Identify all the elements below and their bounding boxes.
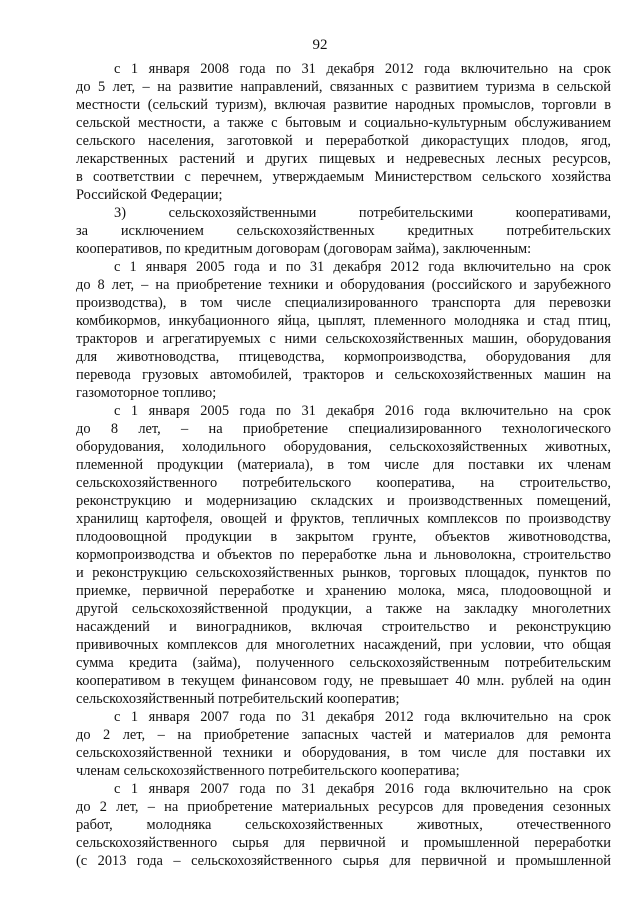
text-line: комбикормов, инкубационного яйца, цыплят, племенного молодняка и стад птиц, bbox=[76, 313, 611, 329]
paragraph bbox=[76, 204, 611, 258]
page-number: 92 bbox=[312, 37, 328, 53]
paragraph bbox=[76, 60, 611, 204]
text-line: сельской местности, а также с бытовым и социально-культурным обслуживанием bbox=[76, 115, 611, 131]
text-line: другой сельскохозяйственной продукции, а также на закладку многолетних bbox=[76, 601, 611, 617]
text-line: прививочных комплексов для многолетних насаждений, при условии, что общая bbox=[76, 637, 611, 653]
text-line: оборудования, холодильного оборудования, сельскохозяйственных животных, bbox=[76, 439, 611, 455]
text-line: с 1 января 2007 года по 31 декабря 2016 года включительно на срок bbox=[114, 781, 611, 797]
text-line: сельского населения, заготовкой и переработкой дикорастущих плодов, ягод, bbox=[76, 133, 611, 149]
text-line: с 1 января 2007 года по 31 декабря 2012 года включительно на срок bbox=[114, 709, 611, 725]
text-line: тракторов и агрегатируемых с ними сельскохозяйственных машин, оборудования bbox=[76, 331, 611, 347]
text-line: племенной продукции (материала), в том числе для поставки их членам bbox=[76, 457, 611, 473]
paragraph bbox=[76, 708, 611, 780]
text-line: работ, молодняка сельскохозяйственных животных, отечественного bbox=[76, 817, 611, 833]
text-line: 3) сельскохозяйственными потребительскими кооперативами, bbox=[114, 205, 611, 221]
text-line: до 2 лет, – на приобретение запасных частей и материалов для ремонта bbox=[76, 727, 611, 743]
text-line: сельскохозяйственного потребительского кооператива, на строительство, bbox=[76, 475, 611, 491]
text-line: членам сельскохозяйственного потребительского кооператива; bbox=[76, 763, 460, 779]
text-line: кормопроизводства и объектов по переработке льна и льноволокна, строительство bbox=[76, 547, 611, 563]
text-line: плодоовощной продукции в закрытом грунте, объектов животноводства, bbox=[76, 529, 611, 545]
text-line: перевода грузовых автомобилей, тракторов и сельскохозяйственных машин на bbox=[76, 367, 611, 383]
text-line: сельскохозяйственного сырья для первичной и промышленной переработки bbox=[76, 835, 611, 851]
text-line: до 2 лет, – на приобретение материальных ресурсов для проведения сезонных bbox=[76, 799, 611, 815]
text-line: сельскохозяйственной техники и оборудования, в том числе для поставки их bbox=[76, 745, 611, 761]
text-line: до 8 лет, – на приобретение техники и оборудования (российского и зарубежного bbox=[76, 277, 611, 293]
text-line: с 1 января 2008 года по 31 декабря 2012 года включительно на срок bbox=[114, 61, 611, 77]
text-line: газомоторное топливо; bbox=[76, 385, 217, 401]
text-line: кооперативов, по кредитным договорам (договорам займа), заключенным: bbox=[76, 241, 532, 257]
text-line: Российской Федерации; bbox=[76, 187, 223, 203]
text-line: насаждений и виноградников, включая строительство и реконструкцию bbox=[76, 619, 611, 635]
text-line: местности (сельский туризм), включая развитие народных промыслов, торговли в bbox=[76, 97, 611, 113]
paragraph bbox=[76, 780, 611, 870]
text-line: сельскохозяйственный потребительский кооператив; bbox=[76, 691, 400, 707]
text-line: приемке, первичной переработке и хранению молока, мяса, плодоовощной и bbox=[76, 583, 611, 599]
text-line: за исключением сельскохозяйственных кредитных потребительских bbox=[76, 223, 611, 239]
text-line: до 8 лет, – на приобретение специализированного технологического bbox=[76, 421, 611, 437]
text-line: реконструкцию и модернизацию складских и производственных помещений, bbox=[76, 493, 611, 509]
text-line: хранилищ картофеля, овощей и фруктов, тепличных комплексов по производству bbox=[76, 511, 611, 527]
text-line: лекарственных растений и других пищевых и недревесных лесных ресурсов, bbox=[76, 151, 611, 167]
text-line: и реконструкцию сельскохозяйственных рынков, торговых площадок, пунктов по bbox=[76, 565, 611, 581]
text-line: для животноводства, птицеводства, кормопроизводства, оборудования для bbox=[76, 349, 611, 365]
text-line: кооперативом в текущем финансовом году, не превышает 40 млн. рублей на один bbox=[76, 673, 611, 689]
document-body bbox=[76, 60, 611, 870]
text-line: с 1 января 2005 года и по 31 декабря 2012 года включительно на срок bbox=[114, 259, 611, 275]
text-line: с 1 января 2005 года по 31 декабря 2016 года включительно на срок bbox=[114, 403, 611, 419]
paragraph bbox=[76, 258, 611, 402]
text-line: (с 2013 года – сельскохозяйственного сырья для первичной и промышленной bbox=[76, 853, 611, 869]
text-line: сумма кредита (займа), полученного сельскохозяйственным потребительским bbox=[76, 655, 611, 671]
text-line: производства), в том числе специализированного транспорта для перевозки bbox=[76, 295, 611, 311]
paragraph bbox=[76, 402, 611, 708]
text-line: в соответствии с перечнем, утверждаемым Министерством сельского хозяйства bbox=[76, 169, 611, 185]
text-line: до 5 лет, – на развитие направлений, связанных с развитием туризма в сельской bbox=[76, 79, 611, 95]
